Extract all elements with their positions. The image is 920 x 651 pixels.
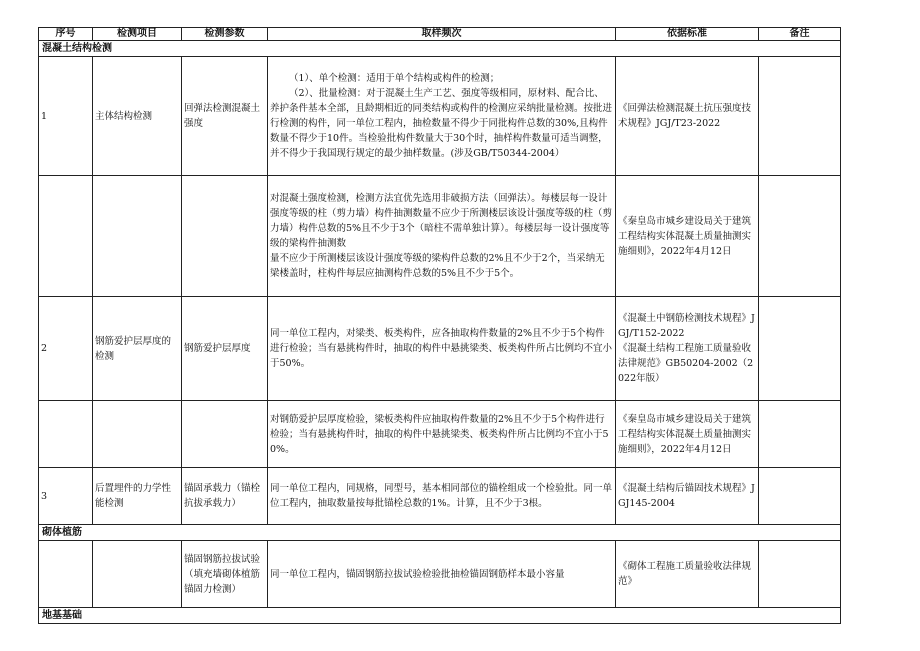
- row-param: 锚固承载力（锚栓抗拔承载力）: [182, 468, 268, 525]
- header-std: 依据标准: [616, 28, 759, 41]
- table-row: [39, 57, 841, 176]
- row-item: [93, 176, 182, 297]
- header-item: 检测项目: [93, 28, 182, 41]
- table-row: [39, 401, 841, 468]
- row-std: [616, 297, 759, 401]
- row-std: 《秦皇岛市城乡建设局关于建筑工程结构实体混凝土质量抽测实施细则》，2022年4月12日: [616, 176, 759, 297]
- row-seq: [39, 401, 93, 468]
- row-freq: [268, 57, 616, 176]
- row-note: [759, 57, 841, 176]
- row-note: [759, 297, 841, 401]
- row-seq: [39, 176, 93, 297]
- header-row: [39, 28, 841, 41]
- row-std: 《混凝土结构后锚固技术规程》JGJ145-2004: [616, 468, 759, 525]
- header-param: 检测参数: [182, 28, 268, 41]
- freq-line: 量不应少于所测楼层该设计强度等级的梁构件总数的2%且不少于2个，当采纳无梁楼盖时，柱构件每层应抽测构件总数的5%且不少于5个。: [270, 253, 605, 279]
- row-note: [759, 468, 841, 525]
- section-foundation: 地基基础: [39, 608, 841, 624]
- std-line: 《混凝土结构工程施工质量验收法律规范》GB50204-2002（2022年版）: [618, 343, 754, 384]
- row-seq: 3: [39, 468, 93, 525]
- row-seq: 2: [39, 297, 93, 401]
- row-param: 回弹法检测混凝土强度: [182, 57, 268, 176]
- row-seq: 1: [39, 57, 93, 176]
- row-param: [182, 176, 268, 297]
- table-row: [39, 176, 841, 297]
- row-freq: 同一单位工程内，对梁类、板类构件，应各抽取构件数量的2%且不少于5个构件进行检验；当有悬挑构件时，抽取的构件中悬挑梁类、板类构件所占比例均不宜小于50%。: [268, 297, 616, 401]
- section-concrete: 混凝土结构检测: [39, 41, 841, 57]
- row-note: [759, 401, 841, 468]
- row-item: [93, 401, 182, 468]
- row-note: [759, 176, 841, 297]
- header-note: 备注: [759, 28, 841, 41]
- table-row: [39, 468, 841, 525]
- header-freq: 取样频次: [268, 28, 616, 41]
- row-freq: 同一单位工程内，同规格，同型号，基本相同部位的锚栓组成一个检验批。同一单位工程内，抽取数量按每批锚栓总数的1%。计算，且不少于3根。: [268, 468, 616, 525]
- section-row: [39, 525, 841, 541]
- row-item: 后置埋件的力学性能检测: [93, 468, 182, 525]
- table-row: [39, 297, 841, 401]
- row-param: 钢筋爱护层厚度: [182, 297, 268, 401]
- row-std: 《秦皇岛市城乡建设局关于建筑工程结构实体混凝土质量抽测实施细则》，2022年4月12日: [616, 401, 759, 468]
- section-row: [39, 41, 841, 57]
- inspection-table: [38, 27, 841, 624]
- row-param: 锚固钢筋拉拔试验（填充墙砌体植筋锚固力检测）: [182, 541, 268, 608]
- section-row: [39, 608, 841, 624]
- row-note: [759, 541, 841, 608]
- std-line: 《混凝土中钢筋检测技术规程》JGJ/T152-2022: [618, 313, 755, 339]
- section-masonry: 砌体植筋: [39, 525, 841, 541]
- freq-line: 对混凝土强度检测，检测方法宜优先选用非破损方法（回弹法）。每楼层每一设计强度等级的柱（剪力墙）构件抽测数量不应少于所测楼层该设计强度等级的柱（剪力墙）构件总数的5%且不少于3个（暗柱不需单独计算）。每楼层每一设计强度等级的梁构件抽测数: [270, 193, 613, 249]
- header-seq: 序号: [39, 28, 93, 41]
- row-seq: [39, 541, 93, 608]
- row-freq: [268, 176, 616, 297]
- row-freq: 对钢筋爱护层厚度检验，梁板类构件应抽取构件数量的2%且不少于5个构件进行检验；当有悬挑构件时，抽取的构件中悬挑梁类、板类构件所占比例均不宜小于50%。: [268, 401, 616, 468]
- row-param: [182, 401, 268, 468]
- row-std: 《砌体工程施工质量验收法律规范》: [616, 541, 759, 608]
- row-freq: 同一单位工程内，锚固钢筋拉拔试验检验批抽检锚固钢筋样本最小容量: [268, 541, 616, 608]
- row-std: 《回弹法检测混凝土抗压强度技术规程》JGJ/T23-2022: [616, 57, 759, 176]
- row-item: 主体结构检测: [93, 57, 182, 176]
- freq-line: （2）、批量检测：对于混凝土生产工艺、强度等级相同，原材料、配合比、养护条件基本全部，且龄期相近的同类结构或构件的检测应采纳批量检测。按批进行检测的构件，同一单位工程内，抽检数量不得少于同批构件总数的30%,且构件数量不得少于10件。当检验批构件数量大于30个时，抽样构件数量可适当调整，并不得少于我国现行规定的最少抽样数量。(涉及GB/T50344-2004）: [270, 88, 613, 159]
- row-item: 钢筋爱护层厚度的检测: [93, 297, 182, 401]
- table-row: [39, 541, 841, 608]
- row-item: [93, 541, 182, 608]
- freq-line: （1）、单个检测：适用于单个结构或构件的检测；: [289, 73, 500, 84]
